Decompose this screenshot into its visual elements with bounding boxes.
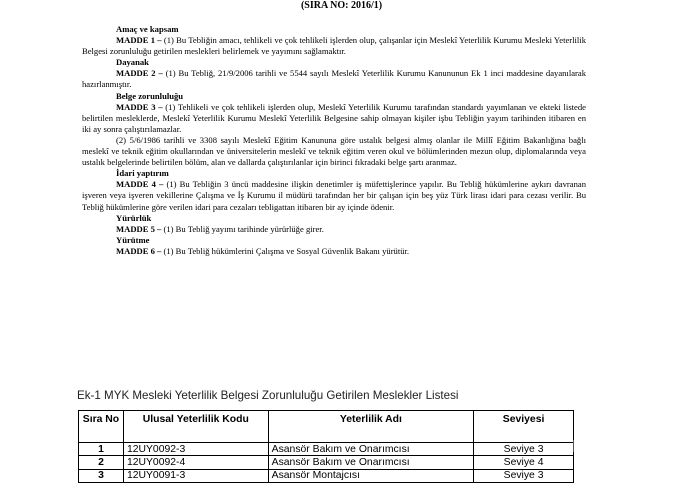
qualification-level: Seviye 3	[474, 469, 574, 482]
section-heading: Amaç ve kapsam	[116, 24, 179, 34]
article-number: MADDE 5 –	[116, 223, 162, 234]
column-header-level: Seviyesi	[474, 411, 574, 443]
section-heading: İdari yaptırım	[116, 168, 169, 179]
article-text: (1) Bu Tebliğin 3 üncü maddesine ilişkin denetimler iş müfettişlerince yapılır. Bu Tebliğ hükümlerine aykırı davranan işveren veya işveren vekillerine Çalışma ve İş Kurumu il müdürü tarafından her bir çalışan için beş yüz Türk lirası idari para cezası verilir. Bu Tebliğ hükümlerine göre verilen idari para cezaları tebligattan itibaren bir ay içinde ödenir.	[82, 179, 586, 212]
article-number: MADDE 4 –	[116, 179, 164, 190]
column-header-code: Ulusal Yeterlilik Kodu	[123, 411, 268, 443]
occupations-table	[78, 410, 574, 483]
article-number: MADDE 6 –	[116, 245, 162, 256]
section-heading: Belge zorunluluğu	[116, 90, 184, 101]
article-paragraph	[82, 102, 586, 135]
qualification-name: Asansör Bakım ve Onarımcısı	[268, 443, 474, 456]
article-text: (1) Bu Tebliğ yayımı tarihinde yürürlüğe girer.	[161, 223, 324, 234]
section-heading: Dayanak	[116, 57, 149, 68]
row-number: 1	[79, 443, 124, 456]
qualification-code: 12UY0092-3	[123, 443, 268, 456]
row-number: 2	[79, 456, 124, 469]
qualification-level: Seviye 4	[474, 456, 574, 469]
text-cursor	[573, 440, 574, 452]
article-text: (2) 5/6/1986 tarihli ve 3308 sayılı Meslekî Eğitim Kanununa göre ustalık belgesi almış olanlar ile Millî Eğitim Bakanlığına bağlı meslekî ve teknik eğitim okullarından ve üniversitelerin meslekî ve teknik eğitim veren okul ve bölümlerinden mezun olup, diplomalarında veya ustalık belgelerinde belirtilen bölüm, alan ve dallarda çalıştırılanlar için birinci fıkradaki belge şartı aranmaz.	[82, 134, 586, 168]
table-caption: Ek-1 MYK Mesleki Yeterlilik Belgesi Zorunluluğu Getirilen Meslekler Listesi	[77, 389, 459, 402]
article-number: MADDE 2 –	[116, 68, 163, 79]
section-heading: Yürütme	[116, 234, 150, 245]
column-header-name: Yeterlilik Adı	[268, 411, 474, 443]
column-header-no: Sıra No	[79, 411, 124, 443]
article-paragraph	[82, 246, 586, 257]
article-text: (1) Bu Tebliğ hükümlerini Çalışma ve Sosyal Güvenlik Bakanı yürütür.	[161, 245, 410, 256]
qualification-code: 12UY0091-3	[123, 469, 268, 482]
document-number: (SIRA NO: 2016/1)	[300, 0, 383, 11]
article-paragraph	[82, 179, 586, 212]
qualification-code: 12UY0092-4	[123, 456, 268, 469]
article-paragraph	[82, 135, 586, 168]
qualification-level: Seviye 3	[474, 443, 574, 456]
qualification-name: Asansör Bakım ve Onarımcısı	[268, 456, 474, 469]
regulation-body	[82, 24, 586, 257]
table-row	[79, 456, 574, 469]
article-paragraph	[82, 35, 586, 57]
row-number: 3	[79, 469, 124, 482]
table-row	[79, 469, 574, 482]
article-paragraph	[82, 224, 586, 235]
table-row	[79, 443, 574, 456]
table-header-row	[79, 411, 574, 443]
article-text: (1) Bu Tebliğ, 21/9/2006 tarihli ve 5544 sayılı Meslekî Yeterlilik Kurumu Kanununun Ek 1 inci maddesine dayanılarak hazırlanmıştır.	[82, 68, 586, 90]
section-heading: Yürürlük	[116, 212, 152, 223]
article-number: MADDE 1 –	[116, 35, 162, 46]
article-text: (1) Bu Tebliğin amacı, tehlikeli ve çok tehlikeli işlerden olup, çalışanlar için Meslekî Yeterlilik Kurumu Mesleki Yeterlilik Belgesi zorunluluğu getirilen meslekleri belirlemek ve yayımını sağlamaktır.	[82, 35, 586, 57]
article-number: MADDE 3 –	[116, 101, 163, 112]
article-paragraph	[82, 68, 586, 90]
article-text: (1) Tehlikeli ve çok tehlikeli işlerden olup, Meslekî Yeterlilik Kurumu tarafından standardı yayımlanan ve ekteki listede belirtilen mesleklerde, Meslekî Yeterlilik Kurumu Meslekî Yeterlilik Belgesine sahip olmayan kişiler işbu Tebliğin yayım tarihinden itibaren en iki ay sonra çalıştırılamazlar.	[82, 101, 586, 134]
qualification-name: Asansör Montajcısı	[268, 469, 474, 482]
